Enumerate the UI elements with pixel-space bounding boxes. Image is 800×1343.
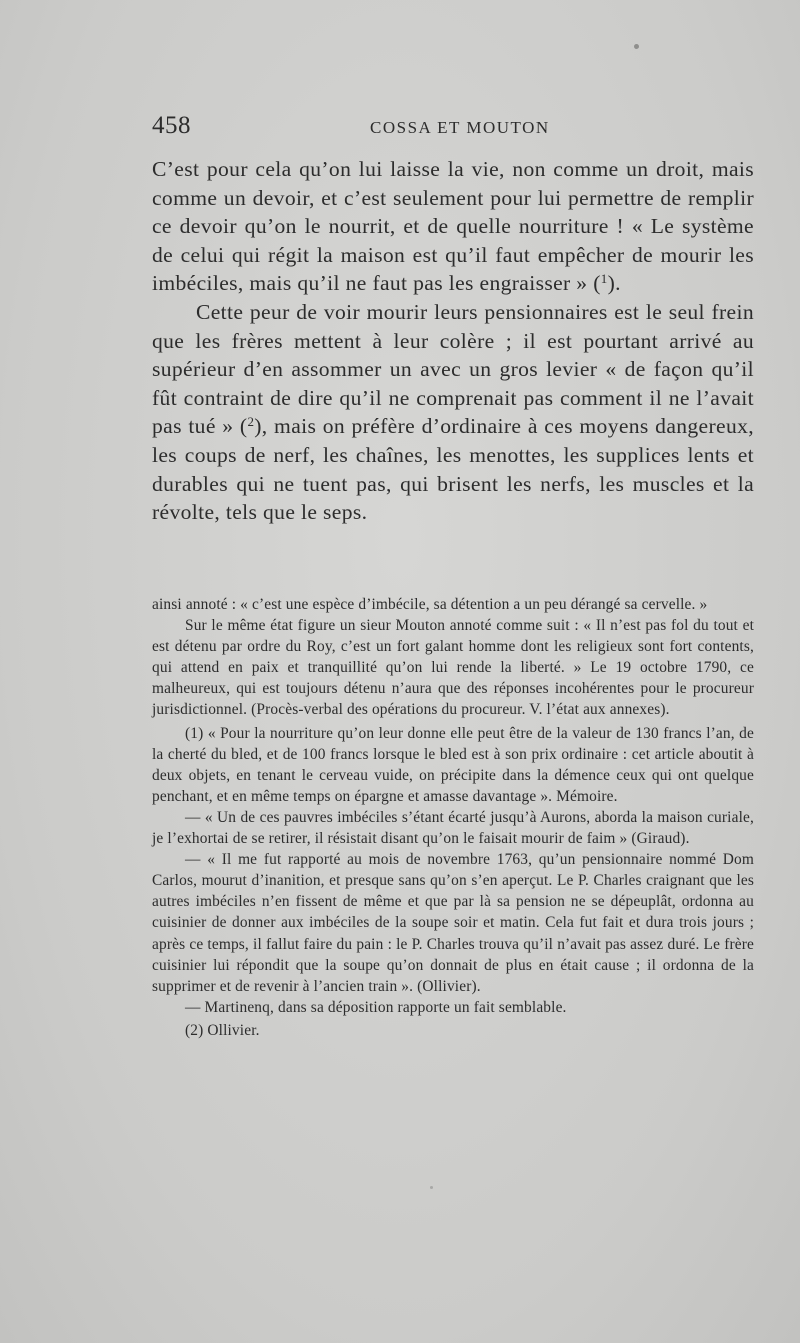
note-mouton: Sur le même état figure un sieur Mouton annoté comme suit : « Il n’est pas fol du tout et est détenu par ordre du Roy, c’est un fort galant homme dont les religieux sont fort contents, qui attend en paix et tranquillité qu’on lui rende la liberté. » Le 19 octobre 1790, ce malheureux, qui est toujours détenu n’aura que des réponses incohérentes pour le procureur jurisdictionnel. (Procès-verbal des opérations du procureur. V. l’état aux annexes). [152, 617, 754, 719]
footnote-1-giraud: — « Un de ces pauvres imbéciles s’étant écarté jusqu’à Aurons, aborda la maison curiale, je l’exhortai de se retirer, il résistait disant qu’on le faisait mourir de faim » (Giraud). [152, 808, 754, 848]
paragraph-1-end: ). [607, 271, 621, 296]
footnote-1-ollivier: — « Il me fut rapporté au mois de novembre 1763, qu’un pensionnaire nommé Dom Carlos, mourut d’inanition, et presque sans qu’on s’en aperçut. Le P. Charles craignant que les autres imbéciles n’en fissent de même et que par là sa pension ne se dépeuplât, ordonna au cuisinier de donner aux imbéciles de la soupe soir et matin. Cela fut fait et dura trois jours ; après ce temps, il fallut faire du pain : le P. Charles trouva qu’il n’avait pas assez duré. Le frère cuisinier lui répondit que la soupe qu’on donnait de plus en était cause ; il ordonna de la supprimer et de revenir à l’ancien train ». (Ollivier). [152, 851, 754, 995]
running-title: COSSA ET MOUTON [370, 118, 550, 137]
page-number: 458 [152, 112, 191, 139]
footnote-2: (2) Ollivier. [185, 1021, 260, 1039]
footnote-ref-2: 2 [247, 414, 255, 430]
note-continuation: ainsi annoté : « c’est une espèce d’imbécile, sa détention a un peu dérangé sa cervelle. » [152, 596, 708, 613]
paragraph-2-end: ), mais on préfère d’ordinaire à ces moyens dangereux, les coups de nerf, les chaînes, les menottes, les supplices lents et durables qui ne tuent pas, qui brisent les nerfs, les muscles et la révolte, tels que le seps. [152, 414, 754, 525]
paper-speck [634, 44, 639, 49]
footnote-1: (1) « Pour la nourriture qu’on leur donne elle peut être de la valeur de 130 francs l’an, de la cherté du bled, et de 100 francs lorsque le bled est à son prix ordinaire : cet article aboutit à deux objets, en tenant le cerveau vuide, on précipite dans la démence ceux qui ont quelque penchant, et en même temps on épargne et amasse davantage ». Mémoire. [152, 724, 754, 805]
page-header [152, 112, 754, 142]
main-text [152, 155, 754, 527]
body-paragraph-1 [152, 155, 754, 298]
footnote-ref-1: 1 [600, 271, 608, 287]
body-paragraph-2 [152, 298, 754, 527]
footnote-1-martinenq: — Martinenq, dans sa déposition rapporte un fait semblable. [185, 998, 567, 1016]
footnotes [152, 594, 754, 1041]
paragraph-1-text: C’est pour cela qu’on lui laisse la vie, non comme un droit, mais comme un devoir, et c’est seulement pour lui permettre de remplir ce devoir qu’on le nourrit, et de quelle nourriture ! « Le système de celui qui régit la maison est qu’il faut empêcher de mourir les imbéciles, mais qu’il ne faut pas les engraisser » ( [152, 157, 754, 296]
paper-speck [430, 1186, 433, 1189]
paragraph-2-text: Cette peur de voir mourir leurs pensionnaires est le seul frein que les frères mettent à leur colère ; il est pourtant arrivé au supérieur d’en assommer un avec un gros levier « de façon qu’il fût contraint de dire qu’il ne comprenait pas comment il ne l’avait pas tué » ( [152, 299, 754, 439]
